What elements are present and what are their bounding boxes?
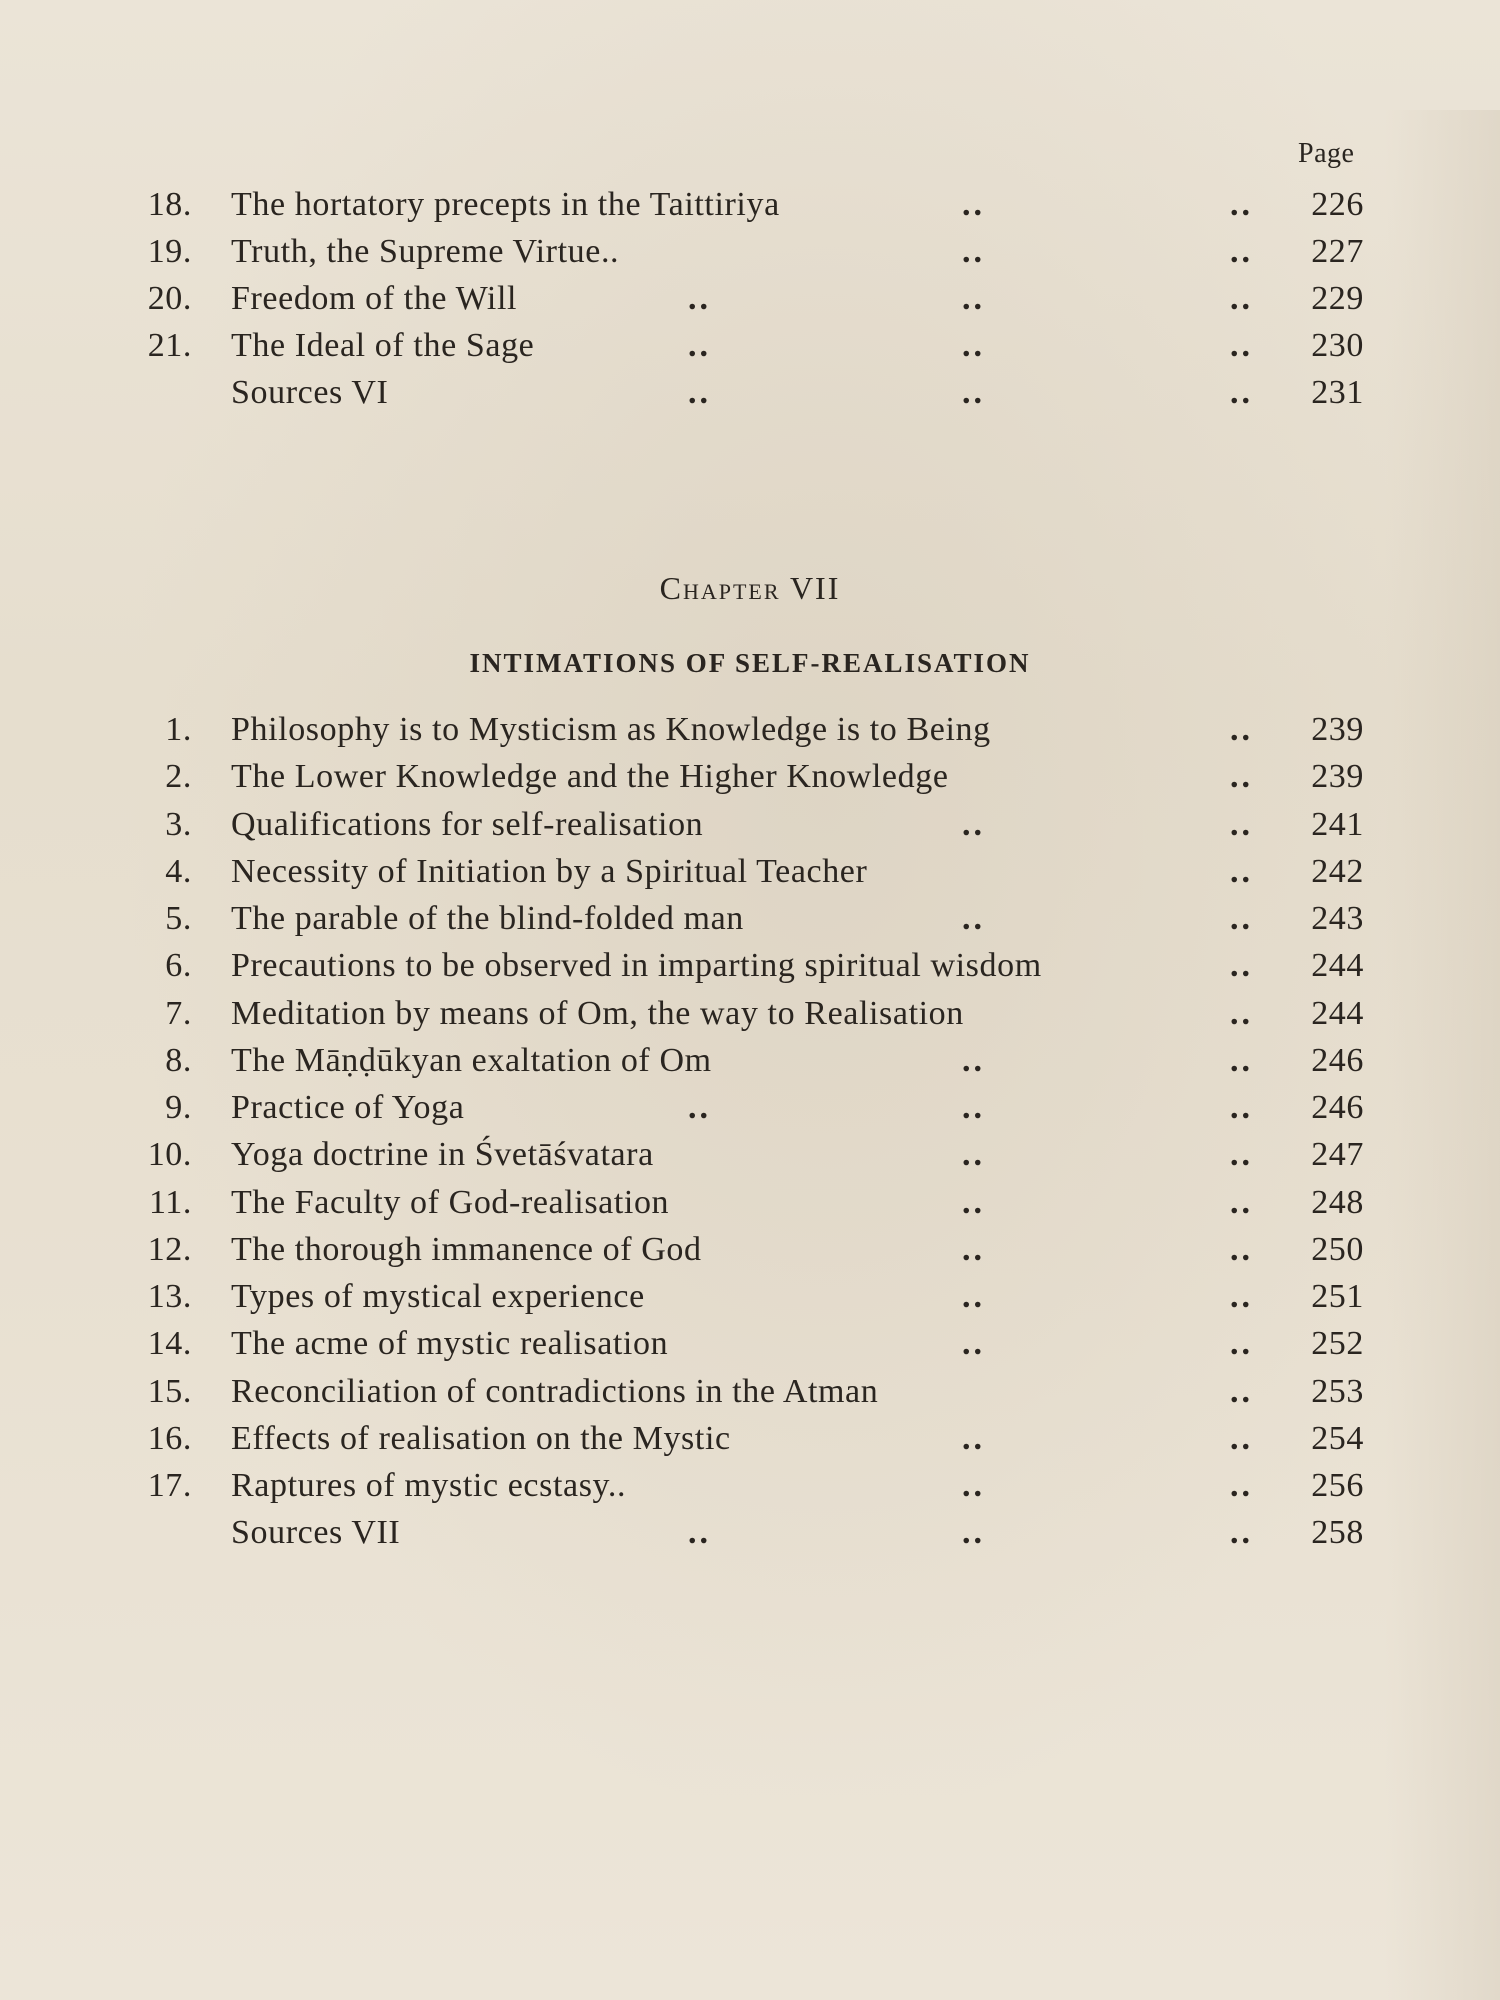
toc-entry-title: The parable of the blind-folded man (231, 900, 744, 937)
toc-entry-title: The Lower Knowledge and the Higher Knowledge (231, 758, 949, 796)
toc-entry-page-number: 248 (1311, 1183, 1364, 1221)
toc-entry-page-number: 250 (1311, 1230, 1364, 1268)
dot-leader: .. (962, 1230, 985, 1268)
dot-leader: .. (1230, 1089, 1253, 1126)
dot-leader: .. (1230, 327, 1253, 364)
toc-entry-page-number: 239 (1311, 711, 1364, 748)
toc-entry-page-number: 229 (1311, 280, 1364, 317)
toc-entry-number: 9. (165, 1089, 192, 1126)
dot-leader: .. (962, 1514, 985, 1552)
dot-leader: .. (1230, 1514, 1253, 1552)
toc-entry-page-number: 244 (1311, 947, 1364, 985)
toc-entry (0, 1467, 1500, 1513)
toc-entry-number: 8. (165, 1041, 192, 1079)
chapter-subtitle: INTIMATIONS OF SELF-REALISATION (469, 648, 1031, 678)
dot-leader: .. (962, 1419, 985, 1457)
dot-leader: .. (1230, 1230, 1253, 1268)
toc-entry-title: Yoga doctrine in Śvetāśvatara (231, 1136, 654, 1174)
chapter-heading: Chapter VII (659, 570, 841, 606)
dot-leader: .. (688, 280, 711, 317)
toc-entry-page-number: 239 (1311, 758, 1364, 796)
toc-entry-page-number: 247 (1311, 1136, 1364, 1174)
dot-leader: .. (1230, 994, 1253, 1032)
toc-entry-number: 3. (165, 805, 192, 843)
toc-entry (0, 1373, 1500, 1419)
toc-entry-title: Truth, the Supreme Virtue.. (231, 233, 620, 270)
dot-leader: .. (1230, 1041, 1253, 1079)
toc-entry-title: The Faculty of God-realisation (231, 1183, 670, 1221)
dot-leader: .. (1230, 947, 1253, 985)
toc-entry (0, 1278, 1500, 1324)
toc-entry-number: 19. (147, 233, 192, 270)
dot-leader: .. (1230, 280, 1253, 317)
dot-leader: .. (1230, 900, 1253, 937)
toc-entry-page-number: 251 (1311, 1278, 1364, 1315)
toc-entry (0, 711, 1500, 757)
dot-leader: .. (962, 1089, 985, 1126)
toc-entry-title: The hortatory precepts in the Taittiriya (231, 186, 780, 223)
toc-entry (0, 233, 1500, 279)
toc-entry-number: 12. (147, 1230, 192, 1268)
toc-entry-page-number: 254 (1311, 1419, 1364, 1457)
toc-entry (0, 186, 1500, 232)
toc-entry-title: Types of mystical experience (231, 1278, 645, 1315)
dot-leader: .. (962, 1278, 985, 1315)
toc-entry (0, 1514, 1500, 1560)
dot-leader: .. (1230, 374, 1253, 411)
toc-entry (0, 1420, 1500, 1466)
toc-entry (0, 327, 1500, 373)
dot-leader: .. (962, 1136, 985, 1174)
toc-entry-page-number: 246 (1311, 1089, 1364, 1126)
toc-entry-number: 14. (147, 1325, 192, 1363)
dot-leader: .. (688, 327, 711, 364)
toc-entry-page-number: 258 (1311, 1514, 1364, 1552)
toc-entry-page-number: 227 (1311, 233, 1364, 270)
dot-leader: .. (962, 1325, 985, 1363)
toc-entry-page-number: 230 (1311, 327, 1364, 364)
toc-entry-page-number: 231 (1311, 374, 1364, 411)
dot-leader: .. (1230, 1136, 1253, 1174)
toc-entry-number: 10. (147, 1136, 192, 1174)
toc-entry (0, 1325, 1500, 1371)
dot-leader: .. (1230, 1278, 1253, 1315)
toc-entry-title: Practice of Yoga (231, 1089, 465, 1126)
toc-entry-title: Sources VII (231, 1514, 401, 1552)
dot-leader: .. (1230, 1325, 1253, 1363)
toc-entry (0, 374, 1500, 420)
dot-leader: .. (1230, 1183, 1253, 1221)
toc-entry-title: Meditation by means of Om, the way to Realisation (231, 994, 964, 1032)
dot-leader: .. (962, 1467, 985, 1504)
toc-entry (0, 947, 1500, 993)
dot-leader: .. (1230, 852, 1253, 890)
toc-entry-number: 21. (147, 327, 192, 364)
toc-entry (0, 758, 1500, 804)
dot-leader: .. (1230, 1372, 1253, 1410)
dot-leader: .. (962, 1183, 985, 1221)
dot-leader: .. (962, 1041, 985, 1079)
toc-entry-number: 4. (165, 852, 192, 890)
toc-entry (0, 853, 1500, 899)
toc-entry-page-number: 242 (1311, 852, 1364, 890)
dot-leader: .. (962, 280, 985, 317)
toc-entry (0, 806, 1500, 852)
toc-entry-number: 15. (147, 1372, 192, 1410)
toc-entry-title: Effects of realisation on the Mystic (231, 1419, 731, 1457)
toc-entry-page-number: 243 (1311, 900, 1364, 937)
dot-leader: .. (962, 805, 985, 843)
dot-leader: .. (962, 327, 985, 364)
dot-leader: .. (1230, 1467, 1253, 1504)
toc-entry-number: 16. (147, 1419, 192, 1457)
toc-entry (0, 1231, 1500, 1277)
dot-leader: .. (962, 233, 985, 270)
toc-entry-page-number: 253 (1311, 1372, 1364, 1410)
toc-entry-title: The Māṇḍūkyan exaltation of Om (231, 1041, 712, 1079)
toc-entry-page-number: 256 (1311, 1467, 1364, 1504)
dot-leader: .. (688, 374, 711, 411)
toc-entry-page-number: 252 (1311, 1325, 1364, 1363)
toc-entry-number: 11. (148, 1183, 192, 1221)
toc-entry-page-number: 226 (1311, 186, 1364, 223)
toc-entry-title: Reconciliation of contradictions in the Atman (231, 1372, 879, 1410)
toc-entry (0, 995, 1500, 1041)
toc-entry-number: 18. (147, 186, 192, 223)
toc-entry (0, 1089, 1500, 1135)
toc-entry-number: 13. (147, 1278, 192, 1315)
toc-entry (0, 1184, 1500, 1230)
toc-entry-title: Sources VI (231, 374, 389, 411)
toc-entry-number: 17. (147, 1467, 192, 1504)
dot-leader: .. (688, 1089, 711, 1126)
toc-entry-title: The Ideal of the Sage (231, 327, 535, 364)
dot-leader: .. (962, 900, 985, 937)
toc-entry-title: Qualifications for self-realisation (231, 805, 704, 843)
toc-entry-page-number: 246 (1311, 1041, 1364, 1079)
dot-leader: .. (962, 374, 985, 411)
toc-entry-number: 20. (147, 280, 192, 317)
toc-entry-title: Necessity of Initiation by a Spiritual Teacher (231, 852, 868, 890)
dot-leader: .. (1230, 805, 1253, 843)
dot-leader: .. (688, 1514, 711, 1552)
dot-leader: .. (1230, 233, 1253, 270)
dot-leader: .. (1230, 711, 1253, 748)
toc-entry-title: Freedom of the Will (231, 280, 518, 317)
dot-leader: .. (1230, 186, 1253, 223)
toc-entry-page-number: 241 (1311, 805, 1364, 843)
toc-entry-number: 1. (165, 711, 192, 748)
dot-leader: .. (1230, 758, 1253, 796)
toc-entry-number: 7. (165, 994, 192, 1032)
toc-entry-number: 5. (165, 900, 192, 937)
toc-entry-number: 6. (165, 947, 192, 985)
toc-entry-title: Philosophy is to Mysticism as Knowledge is to Being (231, 711, 991, 748)
toc-entry-title: Precautions to be observed in imparting spiritual wisdom (231, 947, 1042, 985)
toc-entry-number: 2. (165, 758, 192, 796)
toc-entry-title: The thorough immanence of God (231, 1230, 702, 1268)
toc-entry-page-number: 244 (1311, 994, 1364, 1032)
toc-entry-title: Raptures of mystic ecstasy.. (231, 1467, 627, 1504)
toc-entry (0, 1136, 1500, 1182)
dot-leader: .. (962, 186, 985, 223)
dot-leader: .. (1230, 1419, 1253, 1457)
toc-entry (0, 280, 1500, 326)
toc-entry (0, 1042, 1500, 1088)
toc-entry-title: The acme of mystic realisation (231, 1325, 669, 1363)
toc-entry (0, 900, 1500, 946)
page-column-label: Page (1298, 138, 1355, 169)
